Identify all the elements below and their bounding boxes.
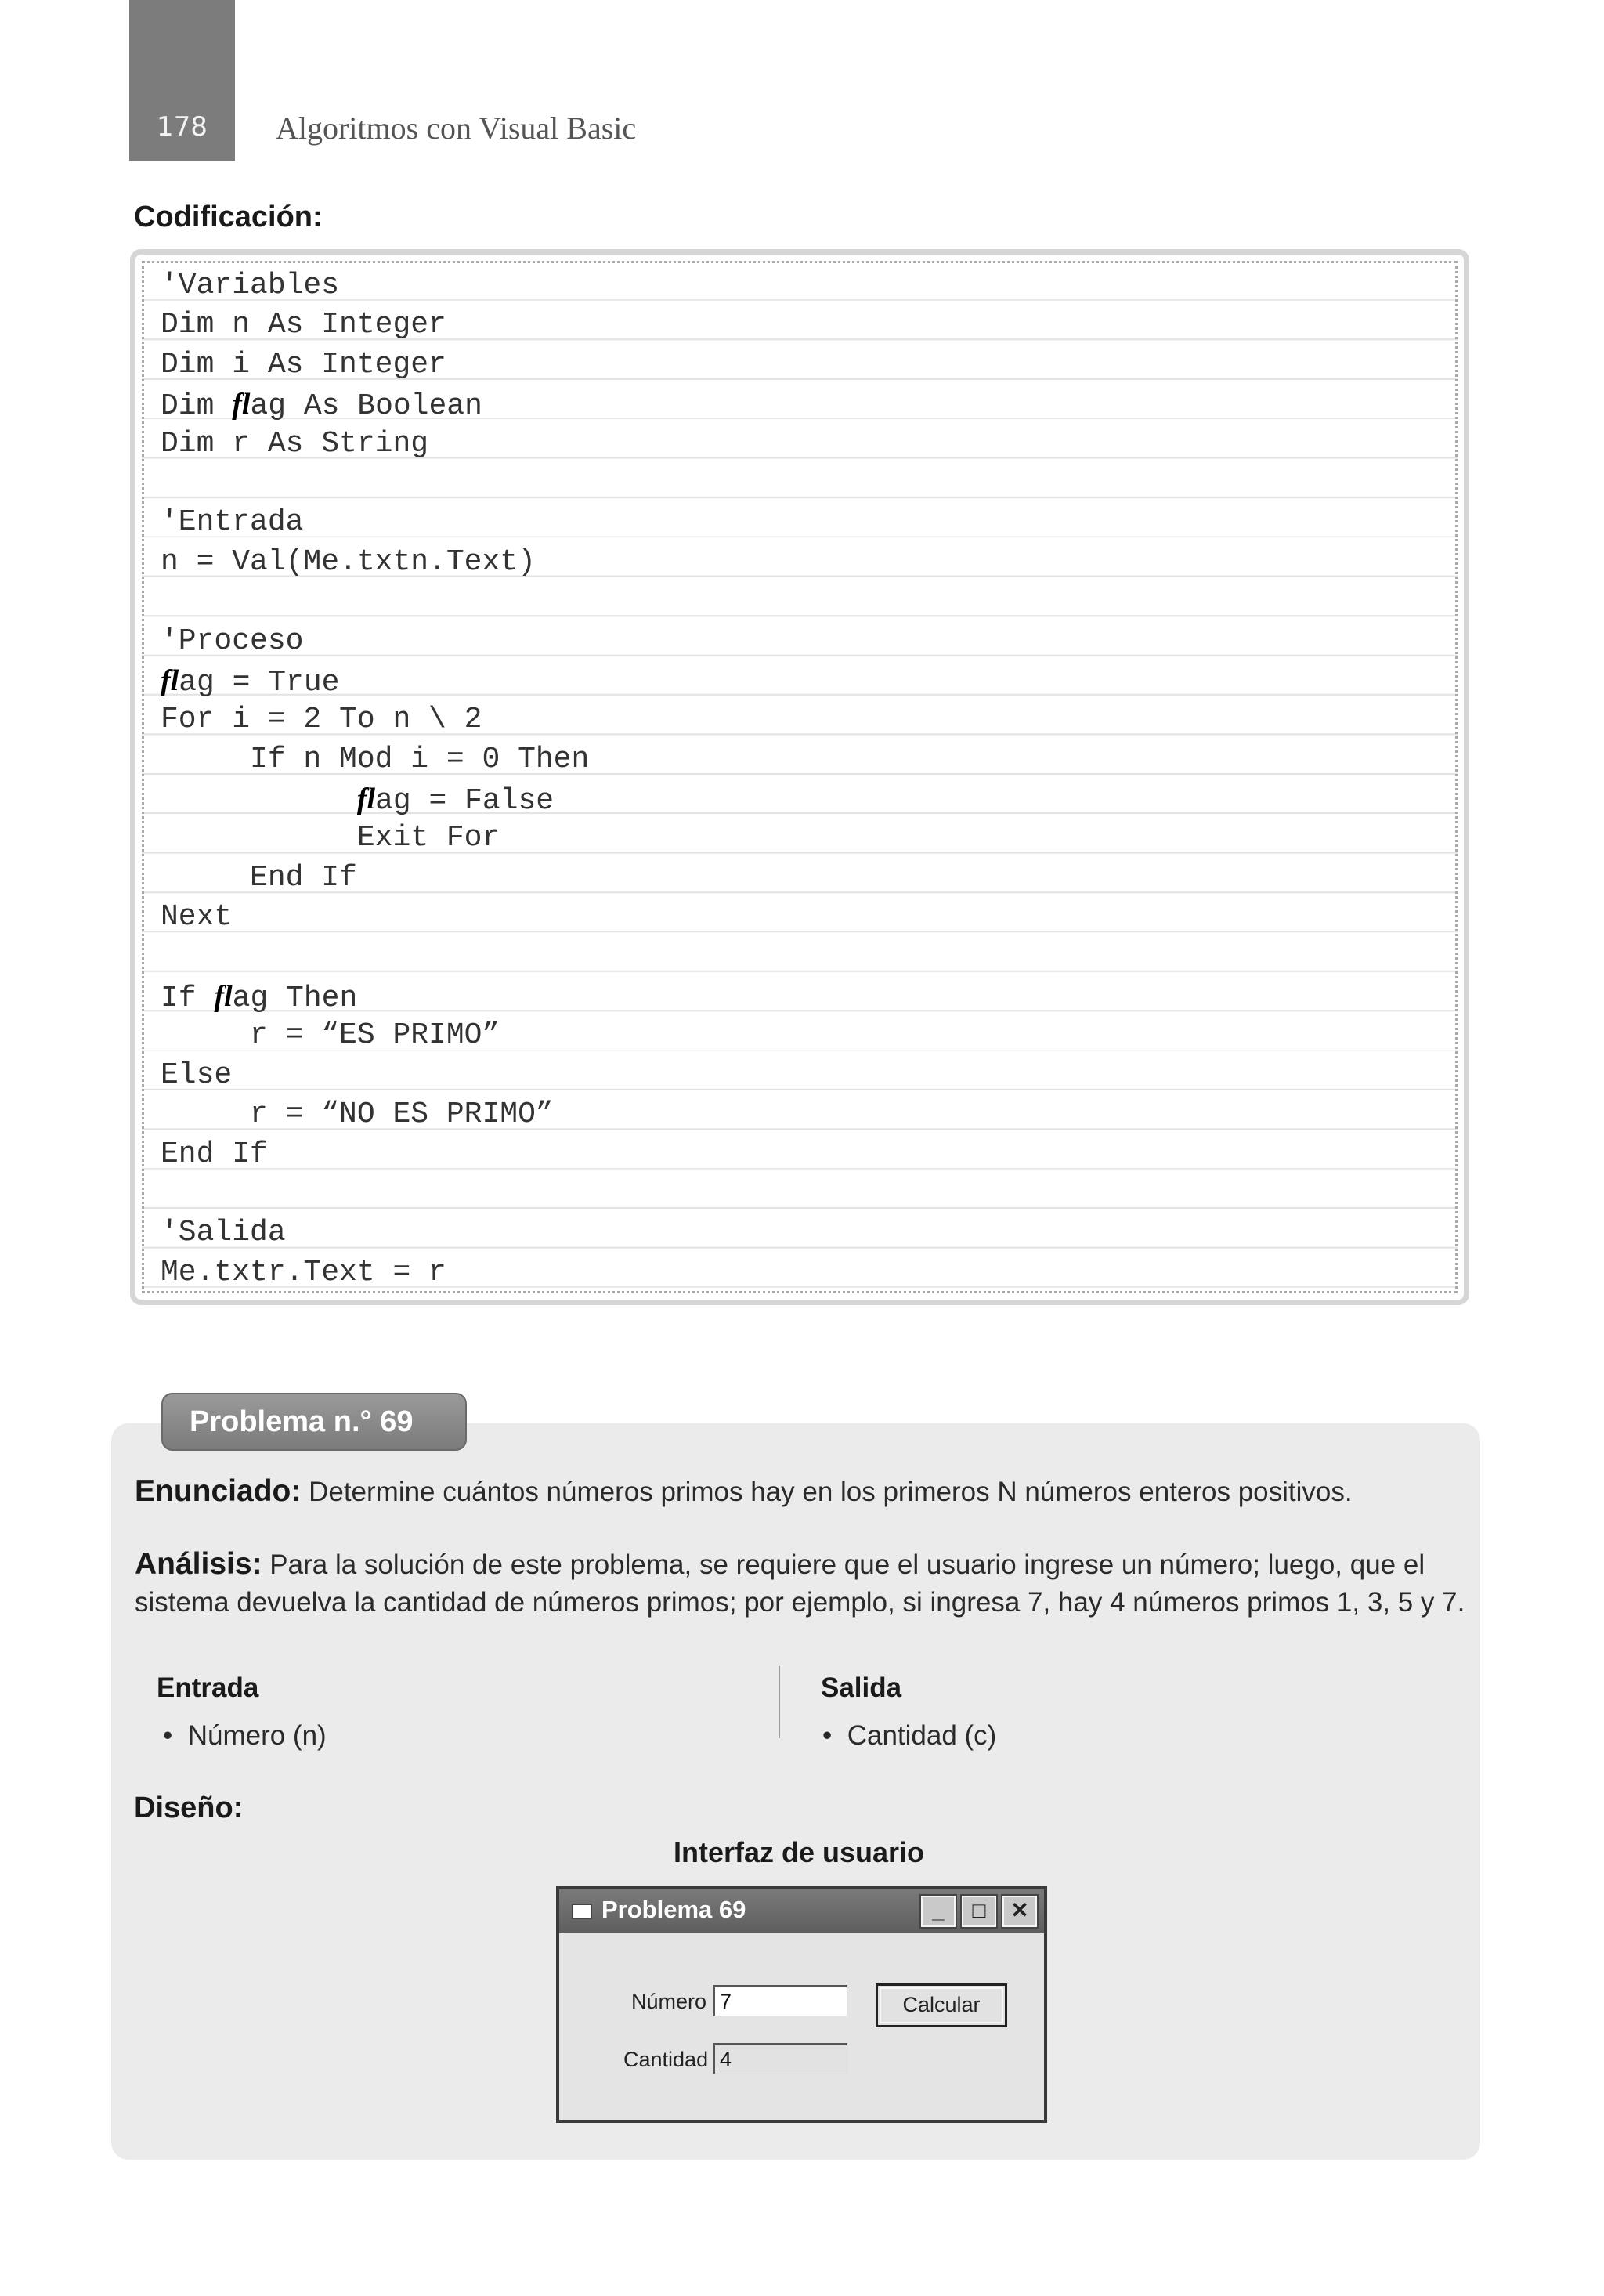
statement-text: Determine cuántos números primos hay en los primeros N números enteros positivos. [309, 1477, 1353, 1507]
code-line-text: End If [161, 1137, 268, 1171]
code-line [161, 1016, 589, 1055]
window-titlebar[interactable] [559, 1889, 1044, 1933]
output-heading: Salida [821, 1672, 902, 1703]
analysis-label: Análisis: [135, 1547, 262, 1581]
analysis-paragraph [135, 1546, 1470, 1622]
numero-label: Número [631, 1990, 707, 2013]
code-line [161, 622, 589, 661]
code-line [161, 1095, 589, 1134]
book-title: Algoritmos con Visual Basic [276, 110, 637, 146]
design-heading: Diseño: [134, 1792, 244, 1824]
minimize-icon[interactable]: _ [921, 1896, 956, 1927]
input-heading: Entrada [157, 1672, 259, 1703]
column-divider [779, 1666, 780, 1738]
code-line [161, 740, 589, 779]
code-line [161, 345, 589, 385]
code-line-text: 'Entrada [161, 505, 304, 540]
bullet-icon: • [822, 1720, 847, 1751]
app-icon [572, 1904, 592, 1919]
code-line-text: 'Proceso [161, 624, 304, 658]
code-line-text: For i = 2 To n \ 2 [161, 703, 482, 737]
code-line [161, 938, 589, 977]
code-line [161, 661, 589, 700]
code-line-text: Next [161, 900, 233, 935]
code-line-prefix: If [161, 982, 215, 1016]
code-line-text: ag = True [179, 665, 340, 700]
code-line-text: ag = False [375, 784, 555, 819]
code-line [161, 425, 589, 464]
code-line [161, 1056, 589, 1095]
code-line [161, 819, 589, 858]
code-line [161, 700, 589, 739]
code-line-text: 'Salida [161, 1216, 286, 1250]
code-line-text: n = Val(Me.txtn.Text) [161, 544, 536, 579]
numero-input[interactable]: 7 [713, 1985, 847, 2016]
code-line-text: End If [161, 860, 357, 895]
problem-tab: Problema n.° 69 [161, 1393, 467, 1451]
code-line [161, 859, 589, 898]
statement-paragraph [135, 1473, 1470, 1511]
code-line [161, 779, 589, 819]
maximize-icon[interactable]: □ [962, 1896, 996, 1927]
code-line-text: r = “ES PRIMO” [161, 1018, 500, 1053]
code-line-text: Exit For [161, 821, 500, 855]
coding-heading: Codificación: [134, 201, 323, 233]
input-item-text: Número (n) [187, 1720, 327, 1751]
code-line-text: ag Then [232, 982, 358, 1016]
code-listing [161, 266, 589, 1293]
cantidad-output[interactable]: 4 [713, 2043, 847, 2074]
page-number: 178 [157, 111, 208, 143]
output-item-text: Cantidad (c) [847, 1720, 997, 1751]
code-line [161, 464, 589, 503]
code-line-prefix: Dim [161, 308, 233, 342]
code-line-text: If n Mod i = 0 Then [161, 742, 590, 776]
code-line-text: r As String [232, 426, 429, 461]
code-line [161, 1135, 589, 1174]
code-line-text: Else [161, 1058, 233, 1092]
code-line-text: i As Integer [232, 347, 446, 381]
output-bullet-item [822, 1720, 996, 1752]
input-bullet-item [163, 1720, 327, 1752]
statement-label: Enunciado: [135, 1474, 302, 1508]
close-icon[interactable]: ✕ [1002, 1896, 1037, 1927]
code-line [161, 1174, 589, 1213]
flag-ligature: fl [214, 980, 233, 1014]
program-window [556, 1886, 1047, 2123]
bullet-icon: • [163, 1720, 188, 1751]
code-line-prefix: Dim [161, 347, 233, 381]
window-title: Problema 69 [602, 1896, 746, 1923]
code-line [161, 977, 589, 1016]
ui-caption: Interfaz de usuario [673, 1836, 925, 1868]
code-line [161, 898, 589, 937]
code-line-prefix [161, 784, 357, 818]
code-line [161, 385, 589, 424]
code-line-text: 'Variables [161, 269, 340, 302]
cantidad-label: Cantidad [623, 2048, 709, 2071]
code-line-prefix: Dim [161, 389, 233, 424]
code-line-prefix: Dim [161, 426, 233, 461]
code-line [161, 543, 589, 582]
calcular-button[interactable]: Calcular [876, 1983, 1007, 2027]
code-line-text: n As Integer [232, 308, 446, 342]
flag-ligature: fl [232, 388, 251, 421]
flag-ligature: fl [356, 783, 376, 816]
code-line [161, 503, 589, 542]
code-line [161, 1213, 589, 1253]
code-line [161, 306, 589, 345]
code-line [161, 582, 589, 621]
code-line [161, 266, 589, 306]
code-line [161, 1253, 589, 1293]
analysis-text: Para la solución de este problema, se requiere que el usuario ingrese un número; luego, que el sistema devuelva la cantidad de números primos; por ejemplo, si ingresa 7, hay 4 números primos 1, 3, 5 y 7. [135, 1549, 1465, 1618]
flag-ligature: fl [161, 663, 179, 697]
code-line-text: Me.txtr.Text = r [161, 1255, 446, 1289]
code-line-text: r = “NO ES PRIMO” [161, 1097, 554, 1132]
code-line-text: ag As Boolean [250, 389, 482, 424]
